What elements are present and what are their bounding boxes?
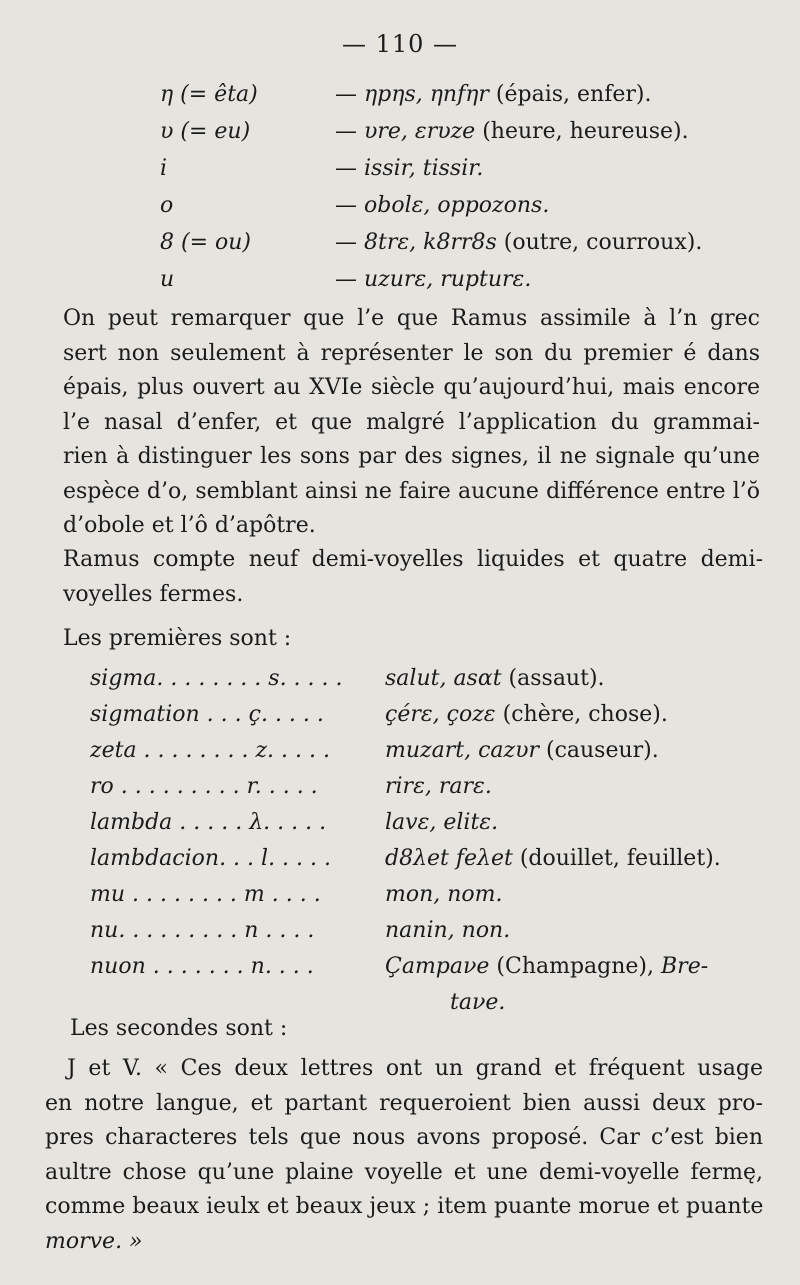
vowel-letter: 8 (= ou): [160, 230, 251, 255]
paragraph-remarque: [63, 302, 760, 544]
vowel-letter: υ (= eu): [160, 119, 251, 144]
consonant-name: nu. . . . . . . . . n . . . .: [90, 918, 315, 943]
vowel-row: [160, 156, 760, 193]
consonant-row: [90, 810, 770, 846]
text-line: Les premières sont :: [63, 626, 292, 651]
text-line: rien à distinguer les sons par des signes, il ne signale qu’une: [63, 444, 760, 469]
consonant-row: [90, 774, 770, 810]
consonant-name: lambda . . . . . λ. . . . .: [90, 810, 327, 835]
text-line: voyelles fermes.: [63, 581, 244, 607]
text-line: J et V. « Ces deux lettres ont un grand et fréquent usage: [67, 1056, 763, 1081]
consonant-row: [90, 918, 770, 954]
consonant-example: d8λet feλet (douillet, feuillet).: [385, 846, 721, 871]
vowel-table: [160, 82, 760, 304]
vowel-row: [160, 82, 760, 119]
text-line: d’obole et l’ô d’apôtre.: [63, 513, 316, 538]
text-line: pres characteres tels que nous avons proposé. Car c’est bien: [45, 1125, 763, 1150]
vowel-row: [160, 267, 760, 304]
vowel-example: — obolε, oppozons.: [335, 193, 550, 218]
consonant-row: [90, 846, 770, 882]
text-line: comme beaux ieulx et beaux jeux ; item puante morue et puante: [45, 1194, 764, 1219]
consonant-row: [90, 882, 770, 918]
vowel-example: — ηpηs, ηnfηr (épais, enfer).: [335, 82, 652, 107]
vowel-letter: u: [160, 267, 175, 292]
consonant-name: ro . . . . . . . . . r. . . . .: [90, 774, 318, 799]
consonant-example: lavε, elitε.: [385, 810, 499, 835]
paragraph-secondes: [70, 1012, 770, 1047]
consonant-row: [90, 954, 770, 1015]
text-line: Les secondes sont :: [70, 1016, 288, 1041]
text-line: sert non seulement à représenter le son du premier é dans: [63, 340, 760, 366]
consonant-example: nanin, non.: [385, 918, 511, 943]
consonant-example: Çampaνe (Champagne), Bre-: [385, 954, 709, 979]
vowel-letter: i: [160, 156, 168, 181]
consonant-row: [90, 738, 770, 774]
consonant-row: [90, 702, 770, 738]
text-line: On peut remarquer que l’e que Ramus assimile à l’n grec: [63, 306, 760, 331]
consonant-example: salut, asαt (assaut).: [385, 666, 605, 691]
text-line: Ramus compte neuf demi-voyelles liquides et quatre demi-: [63, 547, 763, 572]
consonant-name: lambdacion. . . l. . . . .: [90, 846, 332, 871]
text-line: espèce d’o, semblant ainsi ne faire aucune différence entre l’ŏ: [63, 478, 760, 504]
vowel-letter: η (= êta): [160, 82, 258, 107]
vowel-row: [160, 193, 760, 230]
vowel-example: — 8trε, k8rr8s (outre, courroux).: [335, 230, 703, 255]
consonant-example: mon, nom.: [385, 882, 503, 907]
paragraph-quotation: [45, 1052, 763, 1259]
text-line: aultre chose qu’une plaine voyelle et une demi-voyelle fermę,: [45, 1159, 763, 1185]
vowel-example: — issir, tissir.: [335, 156, 484, 181]
consonant-example: muzart, cazυr (causeur).: [385, 738, 659, 763]
vowel-row: [160, 230, 760, 267]
paragraph-demi-voyelles: [63, 543, 763, 612]
paragraph-premieres: [63, 622, 763, 657]
consonant-name: nuon . . . . . . . n. . . .: [90, 954, 314, 979]
consonant-name: zeta . . . . . . . . z. . . . .: [90, 738, 330, 763]
text-line: l’e nasal d’enfer, et que malgré l’application du grammai-: [63, 409, 760, 435]
page-number: — 110 —: [341, 30, 459, 58]
consonant-name: mu . . . . . . . . m . . . .: [90, 882, 321, 907]
vowel-row: [160, 119, 760, 156]
consonant-example-continuation: taνe.: [450, 990, 506, 1015]
vowel-example: — υre, εrυze (heure, heureuse).: [335, 119, 689, 144]
vowel-letter: o: [160, 193, 174, 218]
text-line: morve. »: [45, 1228, 143, 1254]
consonant-name: sigmation . . . ç. . . . .: [90, 702, 324, 727]
vowel-example: — uzurε, rupturε.: [335, 267, 532, 292]
consonant-example: çérε, çozε (chère, chose).: [385, 702, 668, 727]
consonant-name: sigma. . . . . . . . s. . . . .: [90, 666, 343, 691]
consonant-example: rirε, rarε.: [385, 774, 492, 799]
text-line: en notre langue, et partant requeroient bien aussi deux pro-: [45, 1090, 763, 1116]
text-line: épais, plus ouvert au XVIe siècle qu’aujourd’hui, mais encore: [63, 375, 760, 400]
consonant-table: [90, 666, 770, 1015]
consonant-row: [90, 666, 770, 702]
